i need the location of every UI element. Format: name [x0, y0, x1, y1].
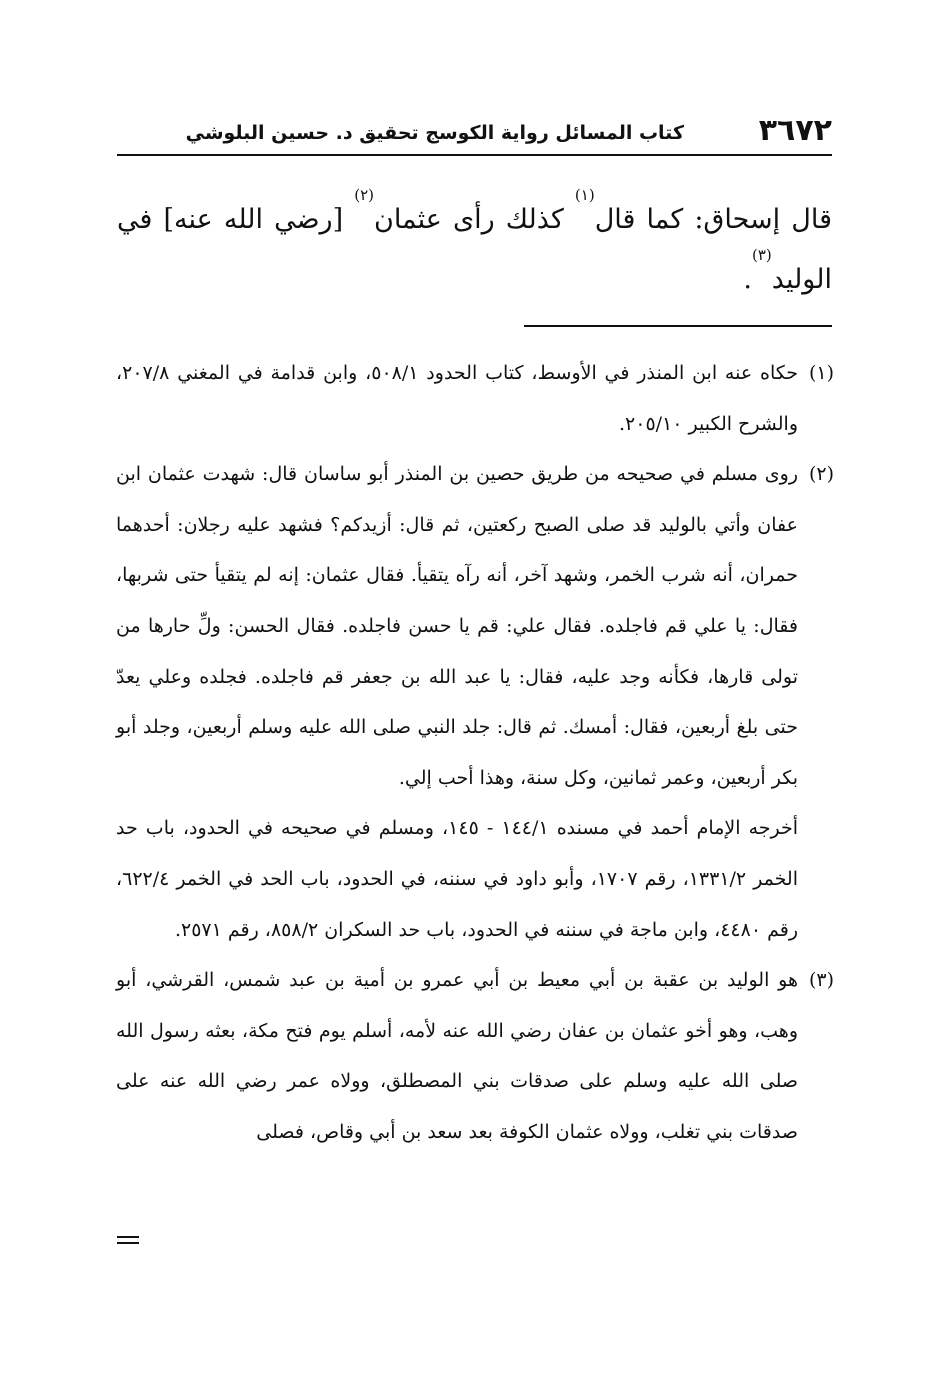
main-text-segment: قال إسحاق: كما قال: [594, 204, 832, 235]
footnote-ref-2[interactable]: (٢): [354, 186, 374, 204]
footnote-text: روى مسلم في صحيحه من طريق حصين بن المنذر أبو ساسان قال: شهدت عثمان ابن عفان وأتي بالوليد قد صلى الصبح ركعتين، ثم قال: أزيدكم؟ فشهد عليه رجلان: أحدهما حمران، أنه شرب الخمر، وشهد آخر، أنه رآه يتقيأ. فقال عثمان: إنه لم يتقيأ حتى شربها، فقال: يا علي قم فاجلده. فقال علي: قم يا حسن فاجلده. فقال الحسن: ولِّ حارها من تولى قارها، فكأنه وجد عليه، فقال: يا عبد الله بن جعفر قم فاجلده. فجلده وعلي يعدّ حتى بلغ أربعين، فقال: أمسك. ثم قال: جلد النبي صلى الله عليه وسلم أربعين، وجلد أبو بكر أربعين، وعمر ثمانين، وكل سنة، وهذا أحب إلي.: [116, 463, 798, 789]
footnote-3: [116, 955, 834, 1157]
footnote-text: أخرجه الإمام أحمد في مسنده ١٤٤/١ - ١٤٥، ومسلم في صحيحه في الحدود، باب حد الخمر ١٣٣١/٢، رقم ١٧٠٧، وأبو داود في سننه، في الحدود، باب الحد في الخمر ٦٢٢/٤، رقم ٤٤٨٠، وابن ماجة في سننه في الحدود، باب حد السكران ٨٥٨/٢، رقم ٢٥٧١.: [116, 817, 799, 941]
footnote-number: (٢): [808, 463, 834, 486]
footnote-ref-3[interactable]: (٣): [751, 246, 772, 264]
page-number: ٣٦٧٢: [758, 113, 832, 148]
main-text-segment: .: [743, 264, 752, 295]
footnote-1: [116, 348, 834, 449]
main-text-segment: كذلك رأى عثمان: [374, 204, 575, 235]
footnote-number: (٣): [808, 969, 834, 992]
footnotes: [116, 348, 834, 1158]
footnote-ref-1[interactable]: (١): [574, 186, 595, 204]
running-title: كتاب المسائل رواية الكوسج تحقيق د. حسين البلوشي: [185, 122, 684, 144]
footnote-text: حكاه عنه ابن المنذر في الأوسط، كتاب الحدود ٥٠٨/١، وابن قدامة في المغني ٢٠٧/٨، والشرح الكبير ٢٠٥/١٠.: [116, 362, 798, 435]
footnote-2: [116, 449, 834, 955]
running-header: [117, 112, 832, 156]
footnote-text: هو الوليد بن عقبة بن أبي معيط بن أبي عمرو بن أمية بن عبد شمس، القرشي، أبو وهب، وهو أخو عثمان بن عفان رضي الله عنه لأمه، أسلم يوم فتح مكة، بعثه رسول الله صلى الله عليه وسلم على صدقات بني المصطلق، وولاه عمر رضي الله عنه على صدقات بني تغلب، وولاه عثمان الكوفة بعد سعد بن أبي وقاص، فصلى: [116, 969, 798, 1143]
footnote-number: (١): [808, 362, 834, 384]
footnote-separator: [524, 325, 832, 327]
main-text-segment: [رضي الله عنه] في الوليد: [117, 204, 832, 295]
continuation-mark: [117, 1236, 139, 1244]
main-text: [117, 186, 832, 310]
